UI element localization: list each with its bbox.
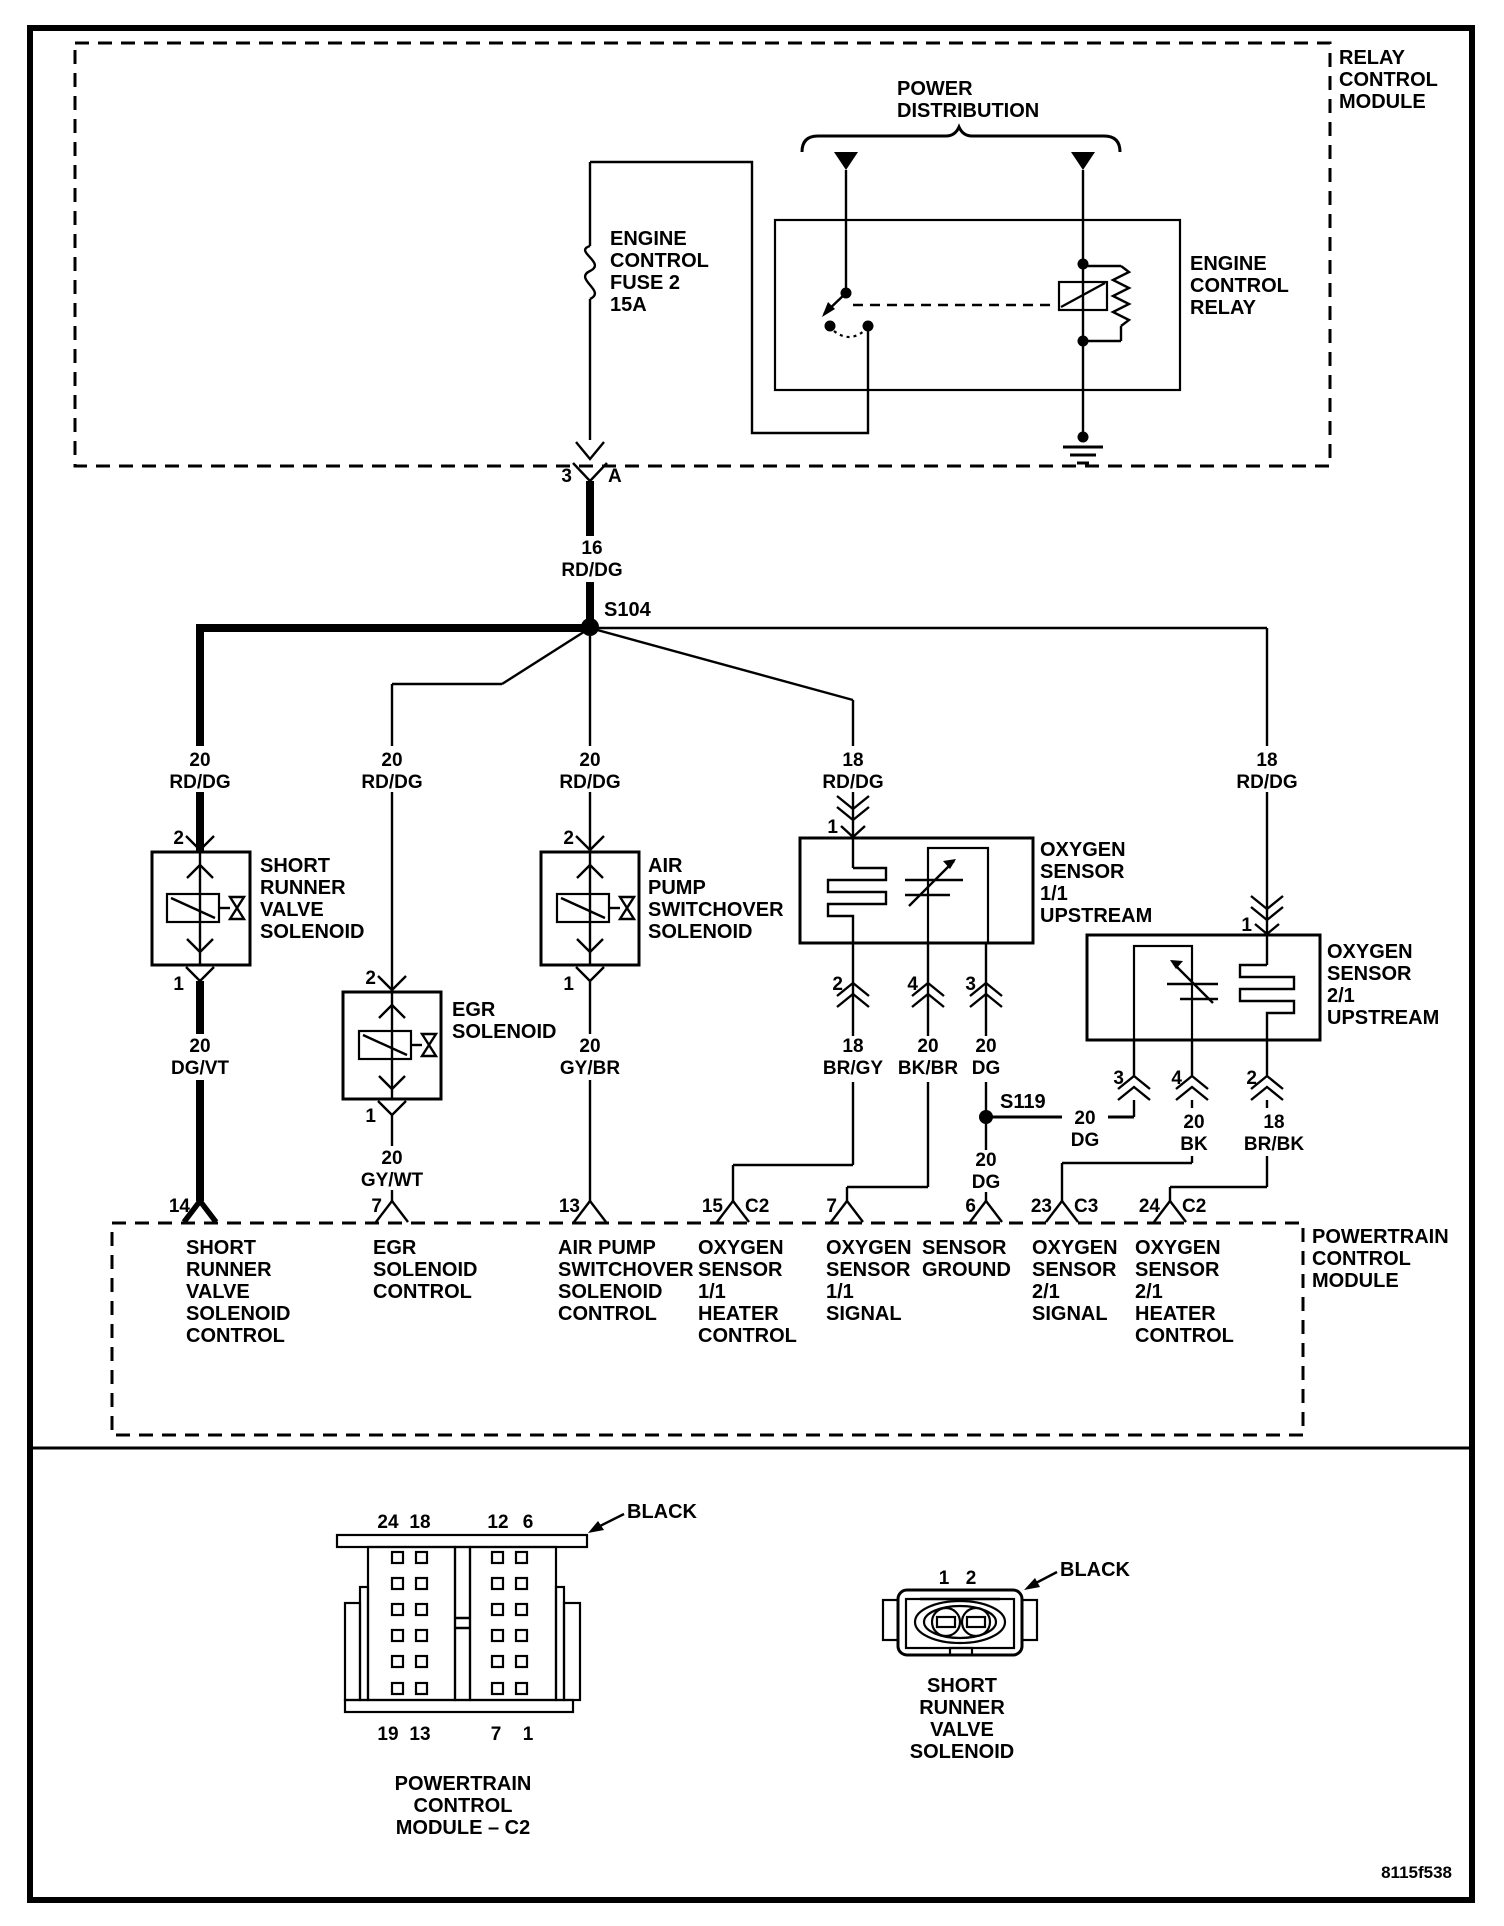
svg-text:OXYGEN: OXYGEN [1040, 839, 1126, 861]
svg-text:14: 14 [168, 1196, 190, 1217]
heater-element-icon [1240, 965, 1294, 1040]
callout-arrow-icon [1024, 1578, 1040, 1590]
svg-text:2: 2 [832, 974, 843, 995]
svg-text:RUNNER: RUNNER [260, 877, 346, 899]
svg-text:1/1: 1/1 [826, 1281, 854, 1303]
svg-text:20: 20 [579, 1036, 601, 1057]
svg-text:SOLENOID: SOLENOID [909, 1741, 1015, 1763]
egr-solenoid [343, 968, 556, 1201]
relay-switch-icon [822, 288, 874, 338]
connector-caption: POWERTRAIN [394, 1773, 532, 1795]
ground-icon [1063, 432, 1103, 464]
svg-text:UPSTREAM: UPSTREAM [1040, 905, 1153, 927]
svg-text:GROUND: GROUND [922, 1259, 1011, 1281]
svg-text:1/1: 1/1 [1040, 883, 1068, 905]
svg-text:1: 1 [365, 1106, 376, 1127]
svg-text:2/1: 2/1 [1135, 1281, 1163, 1303]
svg-text:EGR: EGR [452, 999, 496, 1021]
svg-text:CONTROL: CONTROL [1190, 275, 1289, 297]
svg-text:1: 1 [173, 974, 184, 995]
svg-text:4: 4 [1171, 1068, 1182, 1089]
svg-text:CONTROL: CONTROL [373, 1281, 472, 1303]
connector-pin-icon [378, 1101, 406, 1115]
svg-text:UPSTREAM: UPSTREAM [1327, 1007, 1440, 1029]
svg-text:24: 24 [1138, 1196, 1160, 1217]
svg-text:C2: C2 [1182, 1196, 1207, 1217]
svg-text:SOLENOID: SOLENOID [558, 1281, 663, 1303]
svg-text:18: 18 [1263, 1112, 1285, 1133]
svg-text:18: 18 [1256, 750, 1278, 771]
splice-label: S104 [604, 599, 651, 621]
svg-text:3: 3 [965, 974, 976, 995]
air-pump-switchover-solenoid [541, 828, 784, 1201]
relay-control-module [75, 43, 1438, 466]
branch1-wire [196, 628, 594, 852]
powertrain-control-module [112, 1196, 1449, 1435]
svg-text:1: 1 [827, 817, 838, 838]
brace-icon [802, 127, 1120, 152]
fuse-icon [585, 246, 595, 299]
svg-text:AIR PUMP: AIR PUMP [558, 1237, 656, 1259]
svg-text:OXYGEN: OXYGEN [698, 1237, 784, 1259]
svg-text:AIR: AIR [648, 855, 683, 877]
svg-text:19: 19 [377, 1724, 399, 1745]
relay-control-module-label: RELAY [1339, 47, 1405, 69]
callout-arrow-icon [588, 1521, 604, 1533]
svg-text:SENSOR: SENSOR [1135, 1259, 1220, 1281]
svg-text:CONTROL: CONTROL [558, 1303, 657, 1325]
svg-text:6: 6 [965, 1196, 976, 1217]
svg-text:MODULE – C2: MODULE – C2 [395, 1817, 531, 1839]
power-feed-arrow-icon [1071, 152, 1095, 170]
svg-text:2: 2 [965, 1568, 977, 1589]
svg-text:SHORT: SHORT [186, 1237, 256, 1259]
svg-text:20: 20 [975, 1036, 997, 1057]
svg-text:CONTROL: CONTROL [610, 250, 709, 272]
svg-text:20: 20 [917, 1036, 939, 1057]
svg-text:2: 2 [563, 828, 574, 849]
svg-text:DISTRIBUTION: DISTRIBUTION [897, 100, 1040, 122]
o2-21-outline [1087, 935, 1320, 1040]
svg-text:SOLENOID: SOLENOID [373, 1259, 478, 1281]
svg-text:7: 7 [826, 1196, 837, 1217]
srv-connector-view [883, 1559, 1131, 1763]
svg-text:CONTROL: CONTROL [1312, 1248, 1411, 1270]
pcm-c2-connector-view [337, 1501, 698, 1839]
svg-text:12: 12 [487, 1512, 509, 1533]
svg-text:FUSE 2: FUSE 2 [610, 272, 681, 294]
svg-text:2: 2 [365, 968, 376, 989]
svg-text:15: 15 [701, 1196, 723, 1217]
svg-text:CONTROL: CONTROL [698, 1325, 797, 1347]
main-feed [561, 442, 651, 636]
svg-text:SENSOR: SENSOR [698, 1259, 783, 1281]
svg-text:OXYGEN: OXYGEN [1327, 941, 1413, 963]
svg-text:RD/DG: RD/DG [822, 772, 884, 793]
color-callout-line [1034, 1572, 1057, 1584]
relay-coil-icon [1059, 259, 1129, 347]
splice-dot [979, 1110, 993, 1124]
svg-text:13: 13 [558, 1196, 580, 1217]
svg-text:RD/DG: RD/DG [361, 772, 423, 793]
power-distribution-label: POWER [897, 78, 973, 100]
svg-text:HEATER: HEATER [698, 1303, 779, 1325]
svg-text:DG: DG [971, 1058, 1001, 1079]
svg-text:CONTROL: CONTROL [1339, 69, 1438, 91]
svg-text:2/1: 2/1 [1327, 985, 1355, 1007]
svg-text:RUNNER: RUNNER [186, 1259, 272, 1281]
svg-text:CONTROL: CONTROL [1135, 1325, 1234, 1347]
svg-text:SOLENOID: SOLENOID [648, 921, 753, 943]
svg-text:SENSOR: SENSOR [826, 1259, 911, 1281]
svg-text:1: 1 [938, 1568, 950, 1589]
svg-text:CONTROL: CONTROL [186, 1325, 285, 1347]
figure-code: 8115f538 [1381, 1863, 1452, 1882]
svg-text:1: 1 [522, 1724, 534, 1745]
svg-text:20: 20 [189, 1036, 211, 1057]
svg-text:1/1: 1/1 [698, 1281, 726, 1303]
svg-text:20: 20 [189, 750, 211, 771]
svg-text:SENSOR: SENSOR [1327, 963, 1412, 985]
svg-text:18: 18 [842, 1036, 864, 1057]
connector-color-label: BLACK [1060, 1559, 1130, 1581]
solenoid-icon [557, 852, 634, 965]
branch2-wire [392, 628, 590, 992]
svg-text:SENSOR: SENSOR [1040, 861, 1125, 883]
fuse-label: ENGINE [610, 228, 687, 250]
svg-text:6: 6 [522, 1512, 534, 1533]
connector-pin-icon [576, 967, 604, 981]
svg-text:DG: DG [1070, 1130, 1100, 1151]
svg-text:SENSOR: SENSOR [922, 1237, 1007, 1259]
wire-color: RD/DG [561, 560, 623, 581]
svg-text:MODULE: MODULE [1339, 91, 1426, 113]
engine-control-relay-label: ENGINE [1190, 253, 1267, 275]
svg-text:2: 2 [1246, 1068, 1257, 1089]
connector-cavity-grid [392, 1552, 527, 1694]
svg-text:PUMP: PUMP [648, 877, 706, 899]
svg-text:20: 20 [381, 1148, 403, 1169]
svg-text:RD/DG: RD/DG [1236, 772, 1298, 793]
svg-text:OXYGEN: OXYGEN [1135, 1237, 1221, 1259]
pcm-pin-functions [186, 1237, 1234, 1347]
svg-text:SENSOR: SENSOR [1032, 1259, 1117, 1281]
o2-11-outline [800, 838, 1033, 943]
svg-text:VALVE: VALVE [186, 1281, 250, 1303]
svg-text:18: 18 [842, 750, 864, 771]
svg-text:SOLENOID: SOLENOID [452, 1021, 557, 1043]
svg-text:OXYGEN: OXYGEN [1032, 1237, 1118, 1259]
power-feed-wires [846, 170, 1083, 293]
o2-sensor-icon [828, 838, 988, 943]
svg-text:24: 24 [377, 1512, 399, 1533]
svg-text:2: 2 [173, 828, 184, 849]
svg-text:GY/BR: GY/BR [559, 1058, 621, 1079]
solenoid-icon [359, 992, 436, 1099]
svg-text:20: 20 [975, 1150, 997, 1171]
svg-text:GY/WT: GY/WT [360, 1170, 424, 1191]
svg-text:SOLENOID: SOLENOID [186, 1303, 291, 1325]
svg-text:OXYGEN: OXYGEN [826, 1237, 912, 1259]
svg-text:23: 23 [1030, 1196, 1052, 1217]
svg-text:C2: C2 [745, 1196, 770, 1217]
svg-text:DG: DG [971, 1172, 1001, 1193]
svg-text:SHORT: SHORT [260, 855, 330, 877]
oxygen-sensor-2-1-upstream [1062, 896, 1439, 1201]
svg-text:RELAY: RELAY [1190, 297, 1256, 319]
pcm-label: POWERTRAIN [1312, 1226, 1449, 1248]
svg-text:HEATER: HEATER [1135, 1303, 1216, 1325]
svg-text:BK/BR: BK/BR [897, 1058, 959, 1079]
connector-caption: SHORT [927, 1675, 997, 1697]
svg-text:SOLENOID: SOLENOID [260, 921, 365, 943]
svg-text:VALVE: VALVE [930, 1719, 994, 1741]
svg-text:4: 4 [907, 974, 918, 995]
svg-text:RUNNER: RUNNER [919, 1697, 1005, 1719]
svg-text:SIGNAL: SIGNAL [826, 1303, 902, 1325]
svg-text:1: 1 [563, 974, 574, 995]
svg-text:DG/VT: DG/VT [170, 1058, 230, 1079]
svg-text:CONTROL: CONTROL [413, 1795, 513, 1817]
svg-text:SWITCHOVER: SWITCHOVER [648, 899, 784, 921]
splice-label: S119 [1000, 1091, 1046, 1113]
svg-text:EGR: EGR [373, 1237, 417, 1259]
svg-text:BK: BK [1180, 1134, 1208, 1155]
power-feed-arrow-icon [834, 152, 858, 170]
svg-text:15A: 15A [610, 294, 647, 316]
connector-pin-icon [186, 967, 214, 981]
svg-text:RD/DG: RD/DG [559, 772, 621, 793]
svg-text:BR/GY: BR/GY [822, 1058, 884, 1079]
short-runner-valve-solenoid [152, 828, 364, 1201]
feed-pin-number: 3 [561, 466, 572, 487]
svg-text:20: 20 [1183, 1112, 1205, 1133]
svg-text:VALVE: VALVE [260, 899, 324, 921]
svg-text:3: 3 [1113, 1068, 1124, 1089]
module-exit-arrow-icon [576, 442, 604, 459]
o2-sensor-icon [1134, 935, 1294, 1040]
svg-text:MODULE: MODULE [1312, 1270, 1399, 1292]
svg-text:20: 20 [579, 750, 601, 771]
svg-text:20: 20 [1074, 1108, 1096, 1129]
svg-text:7: 7 [490, 1724, 502, 1745]
svg-text:18: 18 [409, 1512, 431, 1533]
svg-text:RD/DG: RD/DG [169, 772, 231, 793]
svg-text:7: 7 [371, 1196, 382, 1217]
svg-text:1: 1 [1241, 915, 1252, 936]
svg-text:SWITCHOVER: SWITCHOVER [558, 1259, 694, 1281]
heater-element-icon [828, 868, 886, 943]
svg-text:2/1: 2/1 [1032, 1281, 1060, 1303]
svg-text:13: 13 [409, 1724, 431, 1745]
svg-text:C3: C3 [1074, 1196, 1099, 1217]
svg-text:20: 20 [381, 750, 403, 771]
svg-text:SIGNAL: SIGNAL [1032, 1303, 1108, 1325]
wire-gauge: 16 [581, 538, 603, 559]
branch4-wire [590, 628, 853, 838]
connector-color-label: BLACK [627, 1501, 697, 1523]
solenoid-icon [167, 852, 244, 965]
svg-text:BR/BK: BR/BK [1243, 1134, 1305, 1155]
feed-pin-cavity: A [608, 466, 622, 487]
